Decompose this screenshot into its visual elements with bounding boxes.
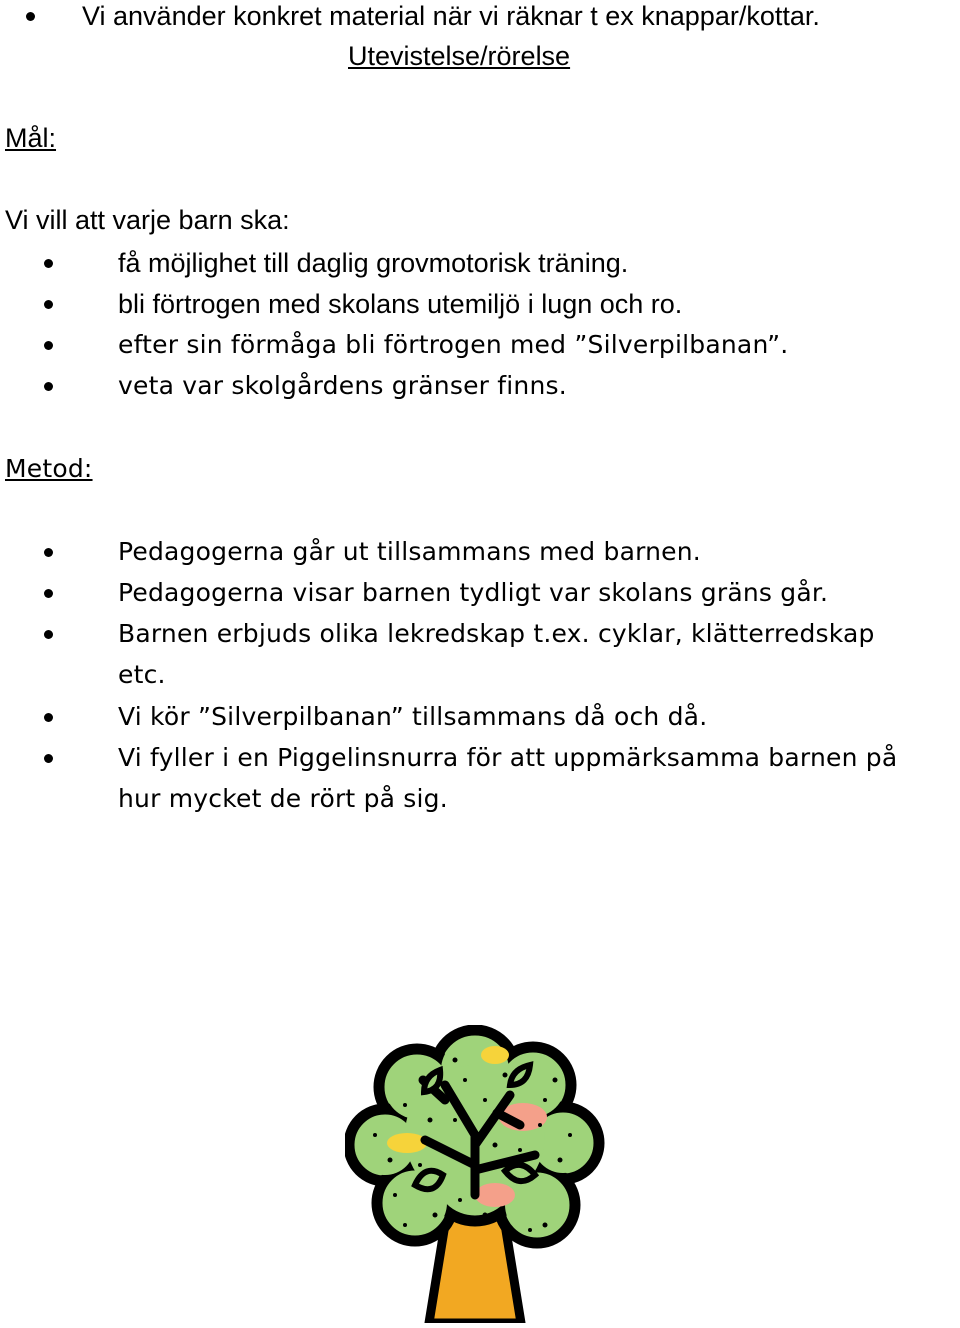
bullet-marker: [44, 630, 53, 639]
mal-item: bli förtrogen med skolans utemiljö i lugn och ro.: [118, 289, 683, 319]
mal-item: veta var skolgårdens gränser finns.: [118, 371, 567, 400]
bullet-marker: [44, 382, 53, 391]
metod-item: Vi fyller i en Piggelinsnurra för att uppmärksamma barnen på: [118, 743, 898, 772]
mal-item: efter sin förmåga bli förtrogen med ”Silverpilbanan”.: [118, 330, 789, 359]
metod-item: Pedagogerna visar barnen tydligt var skolans gräns går.: [118, 578, 829, 607]
bullet-marker: [44, 589, 53, 598]
bullet-marker: [44, 300, 53, 309]
bullet-marker: [26, 12, 35, 21]
metod-item: Barnen erbjuds olika lekredskap t.ex. cyklar, klätterredskap: [118, 619, 875, 648]
bullet-marker: [44, 754, 53, 763]
mal-item: få möjlighet till daglig grovmotorisk träning.: [118, 248, 629, 278]
metod-item: Vi kör ”Silverpilbanan” tillsammans då och då.: [118, 702, 708, 731]
bullet-marker: [44, 548, 53, 557]
bullet-marker: [44, 259, 53, 268]
intro-list-item: Vi använder konkret material när vi räknar t ex knappar/kottar.: [82, 1, 820, 31]
bullet-marker: [44, 713, 53, 722]
section-title: Utevistelse/rörelse: [348, 41, 571, 71]
tree-icon: [345, 1025, 605, 1323]
metod-heading: Metod:: [5, 454, 93, 483]
metod-item-continuation: etc.: [118, 660, 166, 689]
mal-heading: Mål:: [5, 123, 57, 153]
bullet-marker: [44, 341, 53, 350]
metod-item: Pedagogerna går ut tillsammans med barnen.: [118, 537, 701, 566]
mal-lead: Vi vill att varje barn ska:: [5, 205, 290, 235]
metod-item-continuation: hur mycket de rört på sig.: [118, 784, 448, 813]
